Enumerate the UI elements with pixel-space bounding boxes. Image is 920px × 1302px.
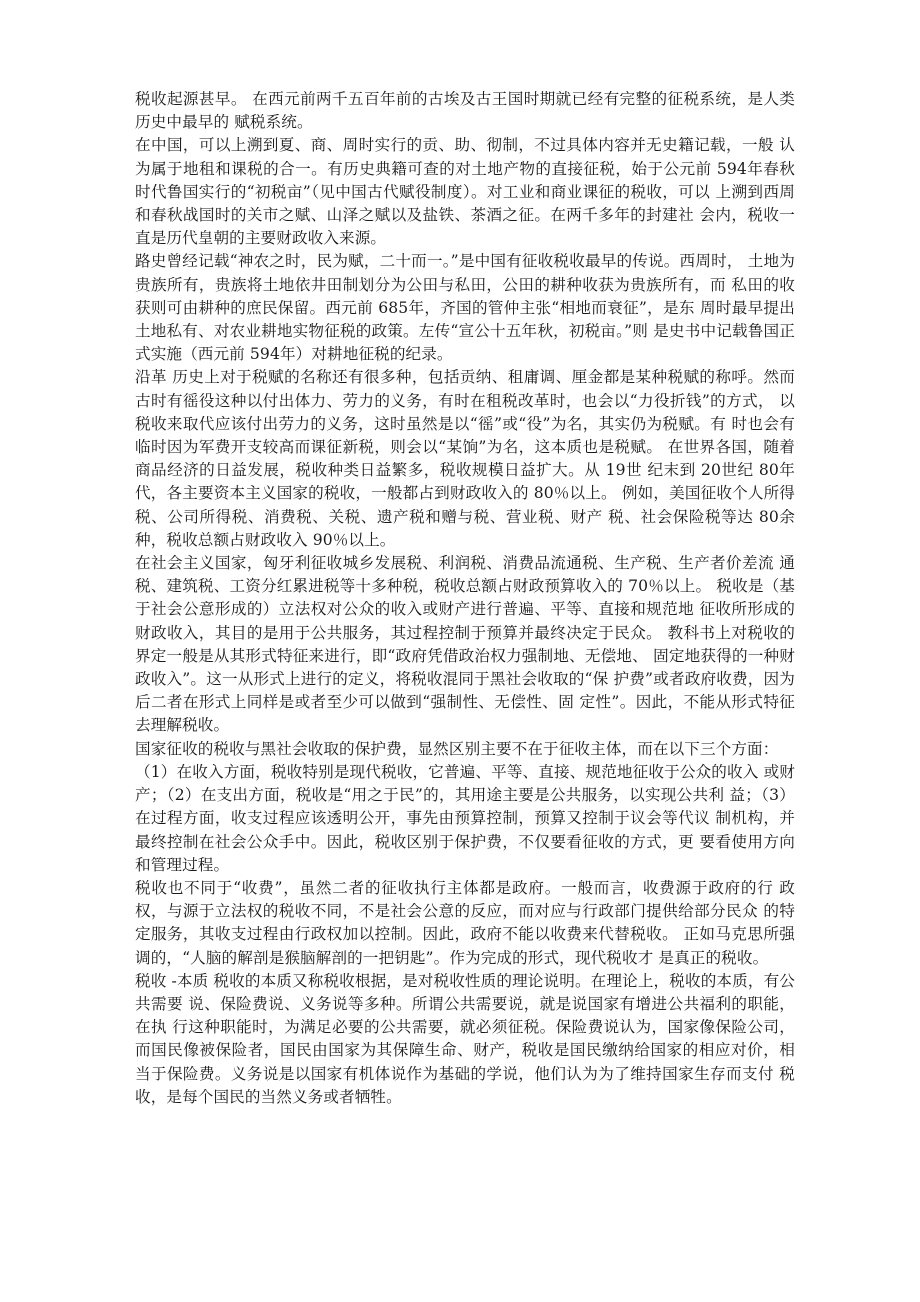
paragraph-evolution: 沿革 历史上对于税赋的名称还有很多种，包括贡纳、租庸调、厘金都是某种税赋的称呼。然而古时有徭役这种以付出体力、劳力的义务，有时在租税改革时，也会以“力役折钱”的方式， 以税收来取代应该付出劳力的义务，这时虽然是以“徭”或“役”为名，其实仍为税赋。有 时也会有临时因为军费开支较高而课征新税，则会以“某饷”为名，这本质也是税赋。 在世界各国，随着商品经济的日益发展，税收种类日益繁多，税收规模日益扩大。从 19世 纪末到 20世纪 80年代，各主要资本主义国家的税收，一般都占到财政收入的 80％以上。 例如，美国征收个人所得税、公司所得税、消费税、关税、遗产税和赠与税、营业税、财产 税、社会保险税等达 80余种，税收总额占财政收入 90％以上。 bbox=[135, 368, 795, 549]
document-body bbox=[135, 88, 795, 1109]
paragraph-tax-essence: 税收 -本质 税收的本质又称税收根据，是对税收性质的理论说明。在理论上，税收的本质，有公共需要 说、保险费说、义务说等多种。所谓公共需要说，就是说国家有增进公共福利的职能，在执 行这种职能时，为满足必要的公共需要，就必须征税。保险费说认为，国家像保险公司，而国民像被保险者，国民由国家为其保障生命、财产，税收是国民缴纳给国家的相应对价，相 当于保险费。义务说是以国家有机体说作为基础的学说，他们认为为了维持国家生存而支付 税收，是每个国民的当然义务或者牺牲。 bbox=[135, 971, 795, 1106]
paragraph-lushi-record: 路史曾经记载“神农之时，民为赋，二十而一。”是中国有征收税收最早的传说。西周时， 土地为贵族所有，贵族将土地依井田制划分为公田与私田，公田的耕种收获为贵族所有，而 私田的收获则可由耕种的庶民保留。西元前 685年，齐国的管仲主张“相地而衰征”，是东 周时最早提出土地私有、对农业耕地实物征税的政策。左传“宣公十五年秋，初税亩。”则 是史书中记载鲁国正式实施（西元前 594年）对耕地征税的纪录。 bbox=[135, 252, 795, 364]
paragraph-china-history: 在中国，可以上溯到夏、商、周时实行的贡、助、彻制，不过具体内容并无史籍记载，一般 认为属于地租和课税的合一。有历史典籍可查的对土地产物的直接征税，始于公元前 594年春秋时代鲁国实行的“初税亩”（见中国古代赋役制度）。对工业和商业课征的税收，可以 上溯到西周和春秋战国时的关市之赋、山泽之赋以及盐铁、茶酒之征。在两千多年的封建社 会内，税收一直是历代皇朝的主要财政收入来源。 bbox=[135, 136, 795, 248]
paragraph-origin: 税收起源甚早。 在西元前两千五百年前的古埃及古王国时期就已经有完整的征税系统，是人类历史中最早的 赋税系统。 bbox=[135, 90, 795, 132]
paragraph-three-aspects: （1）在收入方面，税收特别是现代税收，它普遍、平等、直接、规范地征收于公众的收入 或财产；（2）在支出方面，税收是“用之于民”的，其用途主要是公共服务，以实现公共利 益；（3）在过程方面，收支过程应该透明公开，事先由预算控制，预算又控制于议会等代议 制机构，并最终控制在社会公众手中。因此，税收区别于保护费，不仅要看征收的方式，更 要看使用方向和管理过程。 bbox=[135, 762, 795, 874]
paragraph-socialist-countries: 在社会主义国家，匈牙利征收城乡发展税、利润税、消费品流通税、生产税、生产者价差流 通税、建筑税、工资分红累进税等十多种税，税收总额占财政预算收入的 70％以上。 税收是（基于社会公意形成的）立法权对公众的收入或财产进行普遍、平等、直接和规范地 征收所形成的财政收入，其目的是用于公共服务，其过程控制于预算并最终决定于民众。 教科书上对税收的界定一般是从其形式特征来进行，即“政府凭借政治权力强制地、无偿地、 固定地获得的一种财政收入”。这一从形式上进行的定义，将税收混同于黑社会收取的“保 护费”或者政府收费，因为后二者在形式上同样是或者至少可以做到“强制性、无偿性、固 定性”。因此，不能从形式特征去理解税收。 bbox=[135, 554, 795, 735]
paragraph-protection-fee-intro: 国家征收的税收与黑社会收取的保护费，显然区别主要不在于征收主体，而在以下三个方面： bbox=[135, 739, 779, 758]
paragraph-tax-vs-fee: 税收也不同于“收费”，虽然二者的征收执行主体都是政府。一般而言，收费源于政府的行 政权，与源于立法权的税收不同，不是社会公意的反应，而对应与行政部门提供给部分民众 的特定服务，其收支过程由行政权加以控制。因此，政府不能以收费来代替税收。 正如马克思所强调的，“人脑的解剖是猴脑解剖的一把钥匙”。作为完成的形式，现代税收才 是真正的税收。 bbox=[135, 878, 795, 967]
